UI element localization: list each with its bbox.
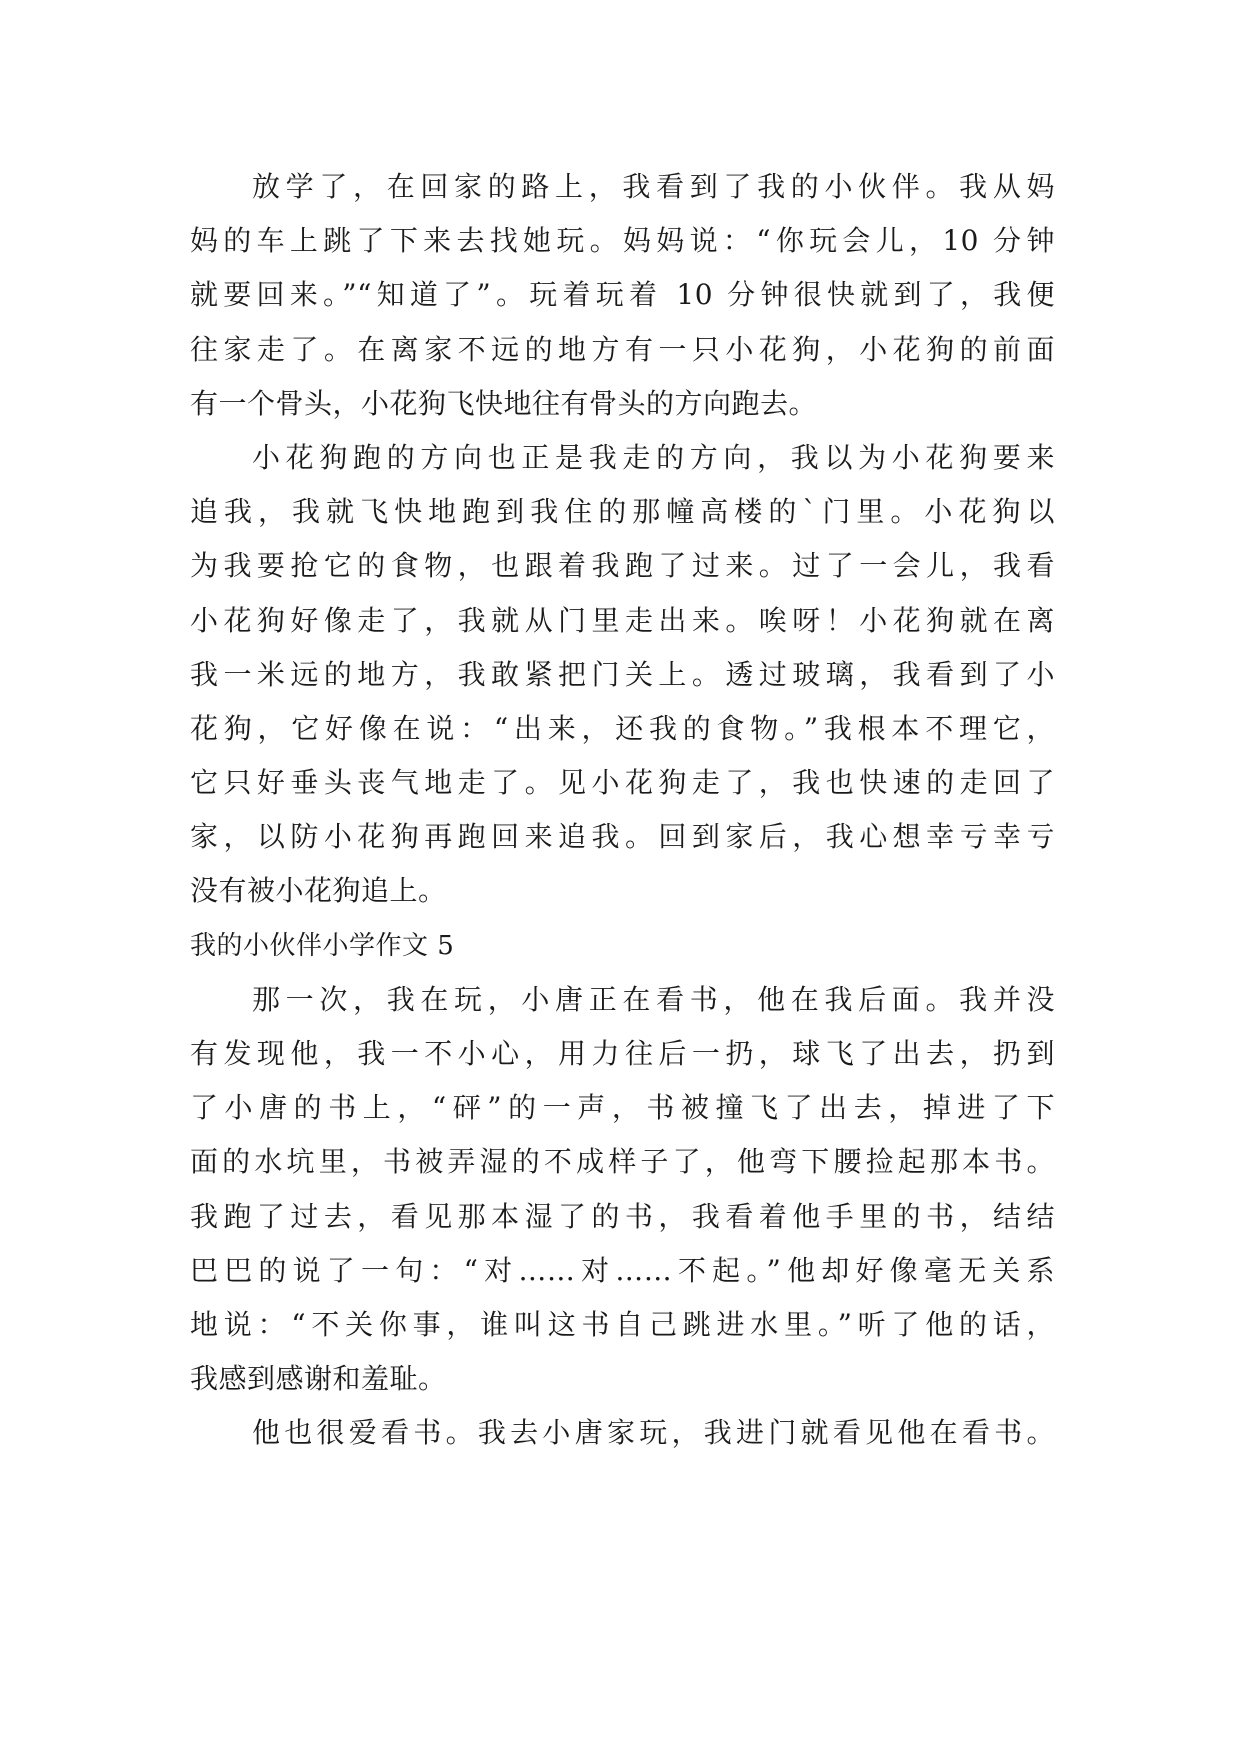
text-line: 我感到感谢和羞耻。 — [190, 1362, 447, 1396]
text-line: 那一次，我在玩，小唐正在看书，他在我后面。我并没 — [252, 982, 1055, 1016]
text-line: 小花狗跑的方向也正是我走的方向，我以为小花狗要来 — [252, 440, 1055, 474]
text-line: 小花狗好像走了，我就从门里走出来。唉呀！小花狗就在离 — [190, 603, 1055, 637]
text-line: 面的水坑里，书被弄湿的不成样子了，他弯下腰捡起那本书。 — [190, 1145, 1055, 1179]
text-line: 放学了，在回家的路上，我看到了我的小伙伴。我从妈 — [252, 170, 1055, 203]
text-line: 他也很爱看书。我去小唐家玩，我进门就看见他在看书。 — [252, 1416, 1055, 1450]
text-line: 巴巴的说了一句：“对……对……不起。”他却好像毫无关系 — [190, 1253, 1055, 1287]
text-line: 有发现他，我一不小心，用力往后一扔，球飞了出去，扔到 — [190, 1037, 1055, 1070]
text-line: 为我要抢它的食物，也跟着我跑了过来。过了一会儿，我看 — [190, 549, 1055, 583]
text-line: 就要回来。”“知道了”。玩着玩着 10 分钟很快就到了，我便 — [190, 278, 1055, 312]
section-heading: 我的小伙伴小学作文 5 — [190, 930, 455, 961]
paragraph — [190, 1406, 1055, 1460]
text-line: 往家走了。在离家不远的地方有一只小花狗，小花狗的前面 — [190, 332, 1055, 366]
paragraph — [190, 160, 1055, 431]
text-line: 家，以防小花狗再跑回来追我。回到家后，我心想幸亏幸亏 — [190, 820, 1055, 854]
text-line: 有一个骨头，小花狗飞快地往有骨头的方向跑去。 — [190, 386, 818, 420]
text-line: 妈的车上跳了下来去找她玩。妈妈说：“你玩会儿，10 分钟 — [190, 224, 1055, 258]
text-line: 花狗，它好像在说：“出来，还我的食物。”我根本不理它， — [190, 711, 1055, 745]
essay-body — [190, 160, 1055, 1461]
text-line: 地说：“不关你事，谁叫这书自己跳进水里。”听了他的话， — [190, 1307, 1055, 1341]
text-line: 了小唐的书上，“砰”的一声，书被撞飞了出去，掉进了下 — [190, 1091, 1055, 1125]
text-line: 追我，我就飞快地跑到我住的那幢高楼的`门里。小花狗以 — [190, 495, 1055, 529]
text-line: 我一米远的地方，我敢紧把门关上。透过玻璃，我看到了小 — [190, 657, 1055, 691]
paragraph — [190, 973, 1055, 1407]
text-line: 它只好垂头丧气地走了。见小花狗走了，我也快速的走回了 — [190, 766, 1055, 800]
text-line: 没有被小花狗追上。 — [190, 874, 447, 908]
text-line: 我跑了过去，看见那本湿了的书，我看着他手里的书，结结 — [190, 1199, 1055, 1233]
paragraph — [190, 431, 1055, 919]
